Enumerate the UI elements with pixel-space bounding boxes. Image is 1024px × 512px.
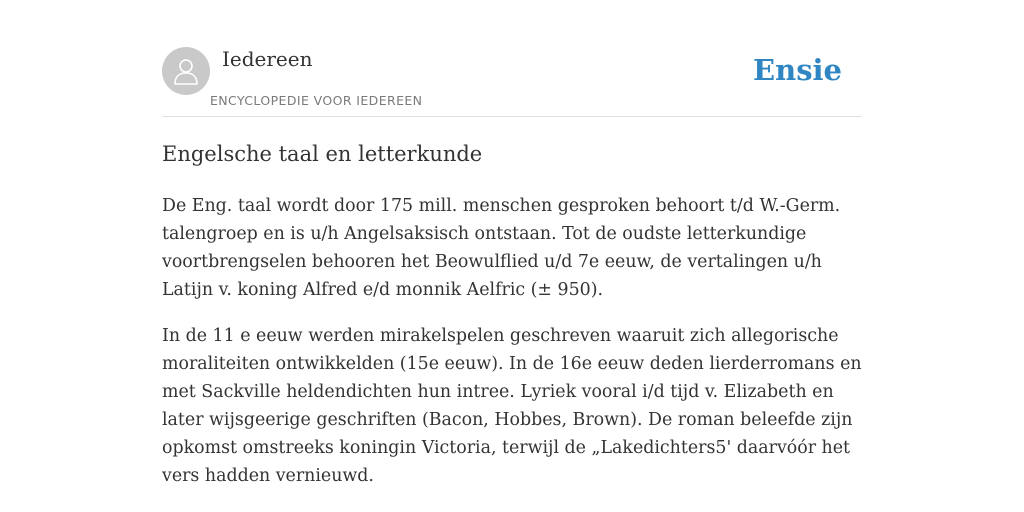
article-paragraph: De Eng. taal wordt door 175 mill. menschen gesproken behoort t/d W.-Germ. talengroep en is u/h Angelsaksisch ontstaan. Tot de oudste letterkundige voortbrengselen behooren het Beowulflied u/d 7e eeuw, de vertalingen u/h Latijn v. koning Alfred e/d monnik Aelfric (± 950). — [162, 196, 841, 300]
article-paragraph: In de 11 e eeuw werden mirakelspelen geschreven waaruit zich allegorische moraliteiten ontwikkelden (15e eeuw). In de 16e eeuw deden lierderromans en met Sackville heldendichten hun intree. Lyriek vooral i/d tijd v. Elizabeth en later wijsgeerige geschriften (Bacon, Hobbes, Brown). De roman beleefde zijn opkomst omstreeks koningin Victoria, terwijl de „Lakedichters5' daarvóór het vers hadden vernieuwd. — [162, 326, 862, 486]
brand-logo[interactable]: Ensie — [753, 53, 842, 87]
article-body — [162, 192, 862, 508]
page-title: Engelsche taal en letterkunde — [162, 142, 483, 166]
user-icon — [173, 57, 199, 85]
site-tagline: ENCYCLOPEDIE VOOR IEDEREEN — [210, 93, 423, 108]
author-name[interactable]: Iedereen — [222, 47, 313, 71]
avatar[interactable] — [162, 47, 210, 95]
page-header — [162, 44, 862, 117]
